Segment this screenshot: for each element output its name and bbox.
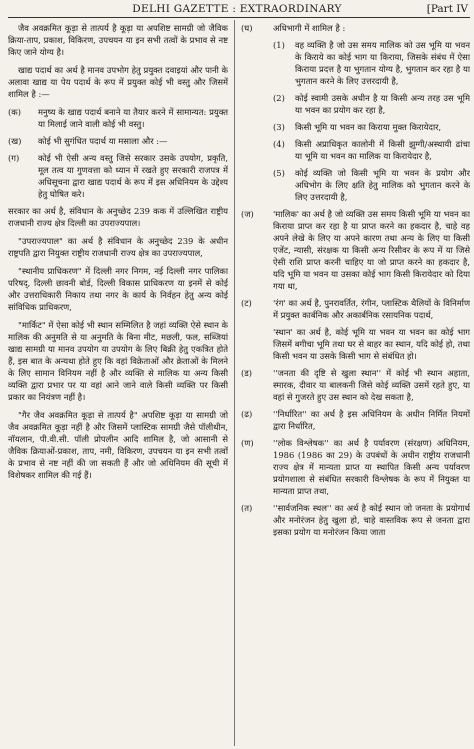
definition-non-biodegradable: "गैर जैव अवक्रमित कूड़ा से तात्पर्य है" अपशिष्ट कूड़ा या सामग्री जो जैव अवक्रमित कूड़ा नहीं है और जिसमें प्लास्टिक सामग्री जैसे पॉलीथीन, नॉयलान, पी.वी.सी. पॉली प्रोपलीन आदि शामिल है, जो आसानी से जैविक क्रियाओं-प्रकाश, ताप, नमी, विकिरण, उपचयन या इन सभी तत्वों के प्रभाव से नष्ट नहीं की जा सकती हैं और जो अधिनियम की सूची में विशेषकर शामिल की गई हैं। bbox=[8, 410, 228, 480]
subitem-text: किसी अप्राधिकृत कालोनी में किसी झुग्गी/अस्थायी ढांचा या भूमि या भवन का मालिक या किरायेदार है, bbox=[295, 139, 470, 161]
left-column bbox=[8, 22, 228, 746]
subitem-text: वह व्यक्ति है जो उस समय मालिक को उस भूमि या भवन के किराये का कोई भाग या किराया, जिसके संबंध में ऐसा किराया प्रदत्त है या भुगतान योग्य है, भुगतान कर रहा है या भुगतान करने के लिए उत्तरदायी है, bbox=[295, 40, 470, 86]
item-text: ''निर्धारित'' का अर्थ है इस अधिनियम के अधीन निर्मित नियमों द्वारा निर्धारित, bbox=[273, 409, 470, 431]
definition-public-view bbox=[241, 367, 470, 403]
subitem-label: (2) bbox=[273, 93, 285, 103]
definition-prescribed bbox=[241, 408, 470, 432]
part-label: [Part IV bbox=[426, 3, 468, 15]
food-item-kha bbox=[8, 135, 228, 147]
item-label: (ज) bbox=[241, 209, 254, 219]
occupier-subitem bbox=[273, 121, 470, 133]
definition-local-authority: "स्थानीय प्राधिकरण" में दिल्ली नगर निगम, नई दिल्ली नगर पालिका परिषद्, दिल्ली छावनी बोर्ड, दिल्ली विकास प्राधिकरण या इनमें से कोई और उत्तराधिकारी निकाय तथा नगर के कार्य के निर्वहन हेतु अन्य कोई सांविधिक प्राधिकरण, bbox=[8, 266, 228, 312]
definition-occupier bbox=[241, 22, 470, 34]
definition-place bbox=[241, 326, 470, 362]
item-text: कोई भी ऐसी अन्य वस्तु जिसे सरकार उसके उपयोग, प्रकृति, मूल तत्व या गुणवत्ता को ध्यान में रखते हुए सरकारी राजपत्र में अधिसूचना द्वारा खाद्य पदार्थ के रूप में इस अधिनियम के उद्देश्य हेतु घोषित करे। bbox=[38, 153, 228, 199]
column-divider bbox=[234, 20, 235, 746]
item-label: (त) bbox=[241, 503, 253, 513]
occupier-subitem bbox=[273, 92, 470, 116]
occupier-subitem bbox=[273, 39, 470, 87]
page-header bbox=[0, 0, 474, 18]
right-column bbox=[241, 22, 470, 746]
item-label: (ग) bbox=[8, 153, 20, 163]
definition-public-place bbox=[241, 502, 470, 538]
item-text: ''लोक विश्लेषक'' का अर्थ है पर्यावरण (संरक्षण) अधिनियम, 1986 (1986 का 29) के उपबंधों के अधीन राष्ट्रीय राजधानी राज्य क्षेत्र में मान्यता प्राप्त या स्थापित किसी अन्य पर्यावरण प्रयोगशाला से संबंधित सरकारी विश्लेषक के रूप में नियुक्त या मान्यता प्राप्त तथा, bbox=[273, 438, 470, 496]
item-text: कोई भी सुगंधित पदार्थ या मसाला और :— bbox=[38, 136, 168, 146]
occupier-subitem bbox=[273, 167, 470, 203]
item-label bbox=[241, 326, 273, 362]
item-label: (ख) bbox=[8, 136, 22, 146]
subitem-text: किसी भूमि या भवन का किराया मुक्त किरायेदार, bbox=[295, 122, 442, 132]
subitem-label: (1) bbox=[273, 40, 285, 50]
subitem-label: (3) bbox=[273, 122, 285, 132]
item-text: अधिभागी में शामिल है : bbox=[273, 23, 346, 33]
item-label: (ण) bbox=[241, 438, 254, 448]
food-item-ga bbox=[8, 152, 228, 200]
item-label: (घ) bbox=[241, 23, 253, 33]
definition-lieutenant-governor: "उपराज्यपाल" का अर्थ है संविधान के अनुच्छेद 239 के अधीन राष्ट्रपति द्वारा नियुक्त राष्ट्रीय राजधानी राज्य क्षेत्र का उपराज्यपाल, bbox=[8, 236, 228, 258]
subitem-text: कोई स्वामी उसके अधीन है या किसी अन्य तरह उस भूमि या भवन का प्रयोग कर रहा है, bbox=[295, 93, 470, 115]
definition-public-analyst bbox=[241, 437, 470, 497]
subitem-label: (5) bbox=[273, 168, 285, 178]
subitem-text: कोई व्यक्ति जो किसी भूमि या भवन के प्रयोग और अधिभोग के लिए क्षति हेतु मालिक को भुगतान करने के लिए उत्तरदायी है, bbox=[295, 168, 470, 202]
definition-pigment bbox=[241, 297, 470, 321]
item-text: ''जनता की दृष्टि से खुला स्थान'' में कोई भी स्थान अहाता, स्मारक, दीवार या बालकनी जिसे कोई व्यक्ति उसमें रहते हुए, या वहां से गुजरते हुए उस स्थान को देख सकता है, bbox=[273, 368, 470, 402]
gazette-title: DELHI GAZETTE : EXTRAORDINARY bbox=[132, 3, 342, 15]
definition-government: सरकार का अर्थ है, संविधान के अनुच्छेद 239 कक में उल्लिखित राष्ट्रीय राजधानी राज्य क्षेत्र दिल्ली का उपराज्यपाल। bbox=[8, 206, 228, 228]
occupier-subitem bbox=[273, 138, 470, 162]
item-text: 'स्थान' का अर्थ है, कोई भूमि या भवन या भवन का कोई भाग जिसमें बगीचा भूमि तथा घर से बाहर का स्थान, यदि कोई हो, तथा किसी भवन या उसके किसी भाग से संबंधित हो। bbox=[273, 327, 470, 361]
item-label: (ट) bbox=[241, 298, 252, 308]
definition-market: "मार्किट" में ऐसा कोई भी स्थान सम्मिलित है जहां व्यक्ति ऐसे स्थान के मालिक की अनुमति से या अनुमति के बिना मीट, मछली, फल, सब्जियां खाद्य सामग्री या मानव उपयोग या उपयोग के लिए बिक्री हेतु एकत्रित होते हैं, इस बात के अन्यथा होते हुए कि वहां विक्रेताओं और क्रेताओं के मिलने के लिए सामान विनियम नहीं है और व्यक्ति से मालिक या अन्य किसी व्यक्ति द्वारा प्रभार पर या वहां आने जाने वाले किसी व्यक्ति पर किसी प्रकार का नियंत्रण नहीं है। bbox=[8, 320, 228, 402]
item-label: (क) bbox=[8, 107, 21, 117]
item-text: मनुष्य के खाद्य पदार्थ बनाने या तैयार करने में सामान्यत: प्रयुक्त या मिलाई जाने वाली कोई भी वस्तु। bbox=[38, 107, 228, 129]
definition-food: खाद्य पदार्थ का अर्थ है मानव उपभोग हेतु प्रयुक्त दवाइयां और पानी के अलावा खाद्य या पेय पदार्थ के रूप में प्रयुक्त कोई भी वस्तु और जिसमें शामिल है :— bbox=[8, 65, 228, 99]
header-rule bbox=[8, 17, 470, 18]
definition-owner bbox=[241, 208, 470, 292]
occupier-subitems bbox=[273, 39, 470, 203]
definition-biodegradable: जैव अवक्रमित कूड़ा से तात्पर्य है कूड़ा या अपशिष्ट सामग्री जो जैविक क्रिया-ताप, प्रकाश, विकिरण, उपचयन या इन सभी तत्वों के प्रभाव से नष्ट किए जाने योग्य है। bbox=[8, 23, 228, 57]
food-item-ka bbox=[8, 106, 228, 130]
item-text: 'मालिक' का अर्थ है जो व्यक्ति उस समय किसी भूमि या भवन का किराया प्राप्त कर रहा है या प्राप्त करने का हकदार है, चाहे वह अपने लेखे के लिए या अपने कारण तथा अन्य के लिए या किसी एजेंट, न्यासी, संरक्षक या किसी अन्य रिसीवर के रूप में या जिसे ऐसी राशि प्राप्त करनी चाहिए या जो प्राप्त करने का हकदार है, यदि भूमि या भवन या उसका कोई भाग किसी किरायेदार को दिया गया था, bbox=[273, 209, 470, 291]
item-text: 'रंग' का अर्थ है, पुनरावर्तित, रंगीन, प्लास्टिक थैलियों के विनिर्माण में प्रयुक्त कार्बनिक और अकार्बनिक रसायनिक पदार्थ, bbox=[273, 298, 470, 320]
item-label: (ढ) bbox=[241, 409, 253, 419]
subitem-label: (4) bbox=[273, 139, 285, 149]
item-text: ''सार्वजनिक स्थल'' का अर्थ है कोई स्थान जो जनता के प्रयोगार्थ और मनोरंजन हेतु खुला हो, चाहे वास्तविक रूप से जनता द्वारा इसका प्रयोग या मनोरंजन किया जाता bbox=[273, 503, 470, 537]
item-label: (ड) bbox=[241, 368, 253, 378]
